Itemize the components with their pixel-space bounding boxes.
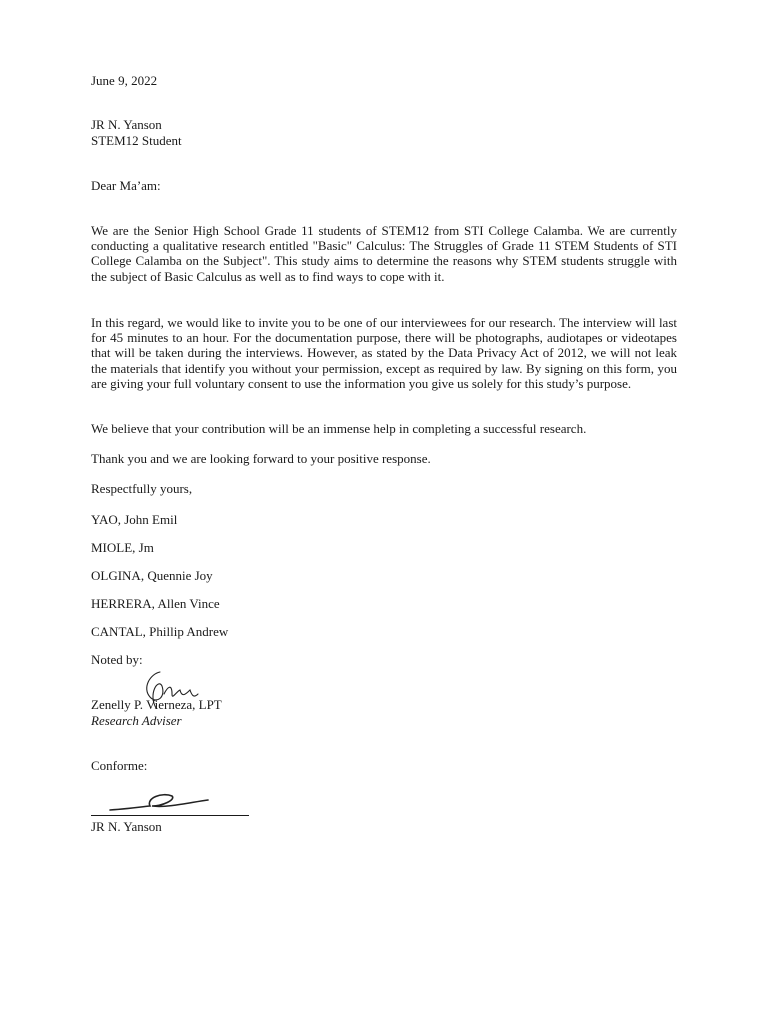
author-name: CANTAL, Phillip Andrew [91, 624, 229, 639]
noted-by-label: Noted by: [91, 652, 143, 667]
author-name: OLGINA, Quennie Joy [91, 568, 213, 583]
body-paragraph-1: We are the Senior High School Grade 11 students of STEM12 from STI College Calamba. We are currently conducting a qualitative research entitled "Basic" Calculus: The Struggles of Grade 11 STEM Students of STI College Calamba on the Subject". This study aims to determine the reasons why STEM students struggle with the subject of Basic Calculus as well as to find ways to cope with it. [91, 223, 677, 284]
author-name: MIOLE, Jm [91, 540, 154, 555]
recipient-name: JR N. Yanson [91, 117, 162, 132]
conforme-name: JR N. Yanson [91, 819, 162, 834]
conforme-signature [106, 788, 226, 816]
letter-date: June 9, 2022 [91, 73, 158, 88]
author-name: YAO, John Emil [91, 512, 178, 527]
salutation: Dear Ma’am: [91, 178, 161, 193]
recipient-title: STEM12 Student [91, 133, 182, 148]
adviser-name: Zenelly P. Vierneza, LPT [91, 697, 222, 712]
author-name: HERRERA, Allen Vince [91, 596, 220, 611]
body-paragraph-2: In this regard, we would like to invite you to be one of our interviewees for our research. The interview will last for 45 minutes to an hour. For the documentation purpose, there will be photographs, audiotapes or videotapes that will be taken during the interviews. However, as stated by the Data Privacy Act of 2012, we will not leak the materials that identify you without your permission, except as required by law. By signing on this form, you are giving your full voluntary consent to use the information you give us solely for this study’s purpose. [91, 315, 677, 391]
closing: Respectfully yours, [91, 481, 193, 496]
conforme-label: Conforme: [91, 758, 148, 773]
signature-line [91, 815, 249, 816]
body-paragraph-3: We believe that your contribution will be an immense help in completing a successful research. [91, 421, 587, 436]
adviser-role: Research Adviser [91, 713, 182, 728]
body-paragraph-4: Thank you and we are looking forward to your positive response. [91, 451, 431, 466]
